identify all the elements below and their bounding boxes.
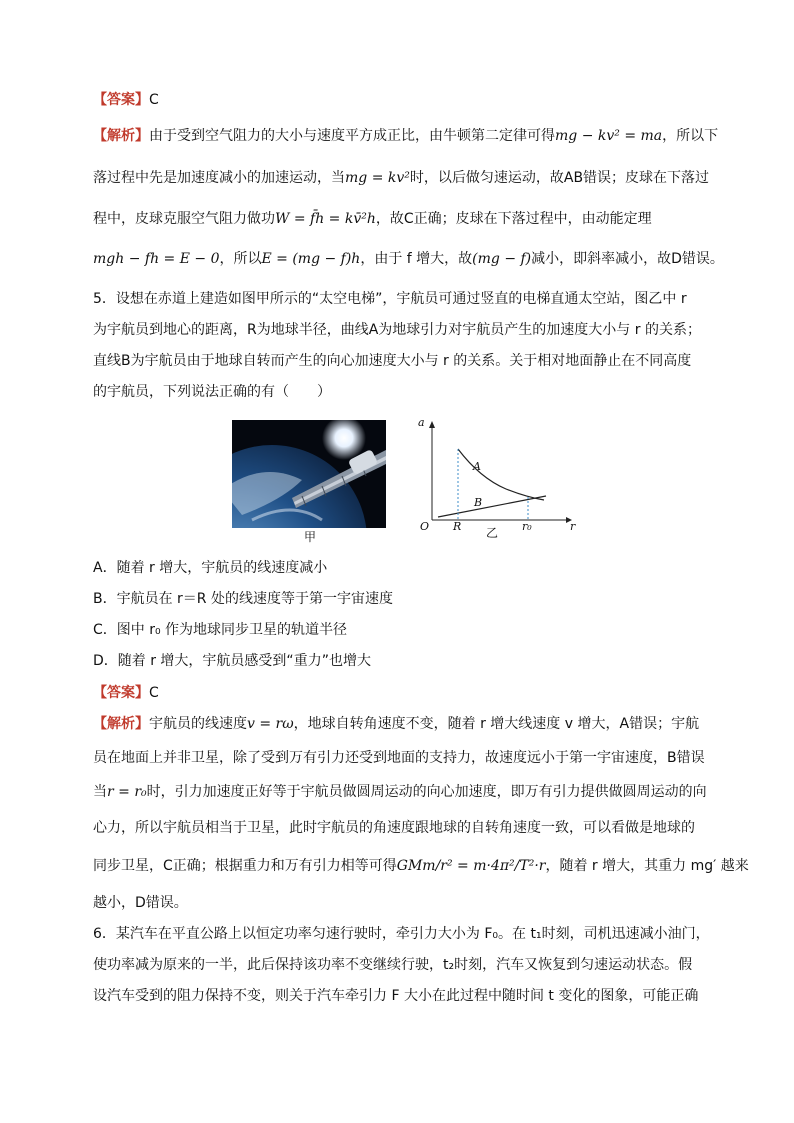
axis-label-a: a [418, 416, 425, 429]
origin-label: O [420, 520, 430, 533]
q4-analysis-line-4 [93, 249, 724, 269]
formula: mg − kv² = ma [555, 128, 663, 144]
text: ，由于 f 增大，故 [360, 251, 473, 267]
text: 落过程中先是加速度减小的加速运动，当 [93, 170, 345, 186]
figure-label-jia: 甲 [304, 530, 317, 544]
option-d: D．随着 r 增大，宇航员感受到“重力”也增大 [93, 653, 371, 669]
q6-stem-line-1: 6．某汽车在平直公路上以恒定功率匀速行驶时，牵引力大小为 F₀。在 t₁时刻，司机迅速减小油门， [93, 926, 710, 942]
q5-answer-line [93, 683, 159, 703]
text: ，随着 r 增大，其重力 mg′ 越来 [545, 858, 749, 874]
q4-analysis-line-3 [93, 209, 652, 229]
text: 时，以后做匀速运动，故AB错误；皮球在下落过 [409, 170, 710, 186]
q6-stem-line-3: 设汽车受到的阻力保持不变，则关于汽车牵引力 F 大小在此过程中随时间 t 变化的图象，可能正确 [93, 988, 699, 1004]
q4-answer-line [93, 90, 159, 110]
text: ，故C正确；皮球在下落过程中，由动能定理 [375, 211, 652, 227]
q5-stem-line-3: 直线B为宇航员由于地球自转而产生的向心加速度大小与 r 的关系。关于相对地面静止在不同高度 [93, 353, 692, 369]
text: 同步卫星，C正确；根据重力和万有引力相等可得 [93, 858, 397, 874]
option-a: A．随着 r 增大，宇航员的线速度减小 [93, 560, 328, 576]
q5-analysis-line-3 [93, 782, 707, 802]
option-b: B．宇航员在 r＝R 处的线速度等于第一宇宙速度 [93, 591, 393, 607]
q5-analysis-line-5 [93, 856, 749, 876]
formula: GMm/r² = m·4π²/T²·r [396, 858, 546, 874]
formula: E = (mg − f)h [261, 251, 361, 267]
axis-label-r: r [570, 520, 576, 533]
text: 减小，即斜率减小，故D错误。 [531, 251, 724, 267]
q5-analysis-line-2: 员在地面上并非卫星，除了受到万有引力还受到地面的支持力，故速度远小于第一宇宙速度，B错误 [93, 750, 705, 766]
text: 宇航员的线速度 [149, 716, 247, 732]
text: ，所以 [219, 251, 262, 267]
text: 当 [93, 784, 107, 800]
q4-analysis-line-2 [93, 168, 709, 188]
text: 程中，皮球克服空气阻力做功 [93, 211, 275, 227]
q5-analysis-line-4: 心力，所以宇航员相当于卫星，此时宇航员的角速度跟地球的自转角速度一致，可以看做是地球的 [93, 820, 695, 836]
answer-tag: 【答案】 [93, 92, 149, 108]
text: ，所以下 [662, 128, 719, 144]
q5-stem-line-4: 的宇航员，下列说法正确的有（ ） [93, 384, 331, 400]
text: 时，引力加速度正好等于宇航员做圆周运动的向心加速度，即万有引力提供做圆周运动的向 [146, 784, 707, 800]
option-c: C．图中 r₀ 作为地球同步卫星的轨道半径 [93, 622, 348, 638]
analysis-tag: 【解析】 [93, 716, 149, 732]
formula: mg = kv² [345, 170, 410, 186]
figure-label-yi: 乙 [486, 526, 499, 540]
acceleration-graph [418, 416, 578, 540]
answer-tag: 【答案】 [93, 685, 149, 701]
axis-label-R: R [453, 520, 462, 533]
answer-value: C [149, 92, 159, 108]
space-elevator-photo [232, 420, 386, 528]
q5-stem-line-1: 5．设想在赤道上建造如图甲所示的“太空电梯”，宇航员可通过竖直的电梯直通太空站，图乙中 r [93, 291, 687, 307]
q5-analysis-line-6: 越小，D错误。 [93, 895, 188, 911]
q5-stem-line-2: 为宇航员到地心的距离，R为地球半径，曲线A为地球引力对宇航员产生的加速度大小与 r 的关系； [93, 322, 701, 338]
axis-label-r0: r₀ [522, 520, 532, 533]
text: ，地球自转角速度不变，随着 r 增大线速度 v 增大，A错误；宇航 [293, 716, 700, 732]
curve-label-A: A [473, 460, 481, 473]
formula: mgh − fh = E − 0 [93, 251, 220, 267]
answer-value: C [149, 685, 159, 701]
formula: r = r₀ [107, 784, 147, 800]
formula: v = rω [247, 716, 294, 732]
analysis-tag: 【解析】 [93, 128, 149, 144]
q4-analysis-line-1 [93, 126, 718, 146]
q5-analysis-line-1 [93, 714, 699, 734]
q6-stem-line-2: 使功率减为原来的一半，此后保持该功率不变继续行驶，t₂时刻，汽车又恢复到匀速运动状态。假 [93, 957, 693, 973]
formula: W = f̄h = kv̄²h [275, 211, 376, 227]
line-label-B: B [474, 496, 483, 509]
text: 由于受到空气阻力的大小与速度平方成正比，由牛顿第二定律可得 [149, 128, 555, 144]
formula: (mg − f) [472, 251, 532, 267]
